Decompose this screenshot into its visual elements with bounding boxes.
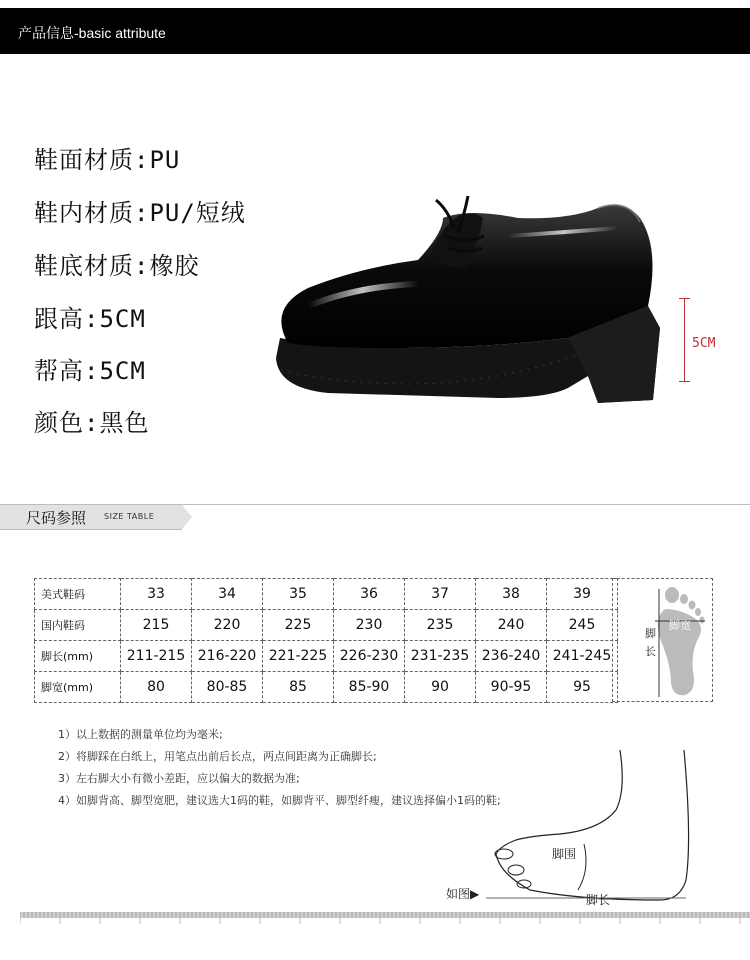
table-cell: 90-95 xyxy=(476,672,547,703)
foot-print-icon xyxy=(613,579,712,701)
table-cell: 236-240 xyxy=(476,641,547,672)
table-cell: 36 xyxy=(334,579,405,610)
table-cell: 37 xyxy=(405,579,476,610)
table-row xyxy=(35,672,618,703)
note-item: 2）将脚踩在白纸上，用笔点出前后长点，两点间距离为正确脚长; xyxy=(58,750,377,763)
table-row xyxy=(35,610,618,641)
table-cell: 33 xyxy=(121,579,192,610)
size-section-tab xyxy=(0,505,182,530)
table-cell: 225 xyxy=(263,610,334,641)
height-dimension-line xyxy=(684,298,685,381)
table-cell: 226-230 xyxy=(334,641,405,672)
section-header-bar xyxy=(0,8,750,54)
foot-length-label-2: 长 xyxy=(645,645,656,658)
table-cell: 245 xyxy=(547,610,618,641)
attribute-upper-material: 鞋面材质:PU xyxy=(34,146,181,174)
foot-length-diagram-label: 脚长 xyxy=(586,893,611,907)
row-header: 美式鞋码 xyxy=(35,579,121,610)
table-cell: 231-235 xyxy=(405,641,476,672)
attribute-heel-height: 跟高:5CM xyxy=(34,305,146,333)
table-row xyxy=(35,641,618,672)
foot-girth-label: 脚围 xyxy=(552,847,577,861)
row-header: 脚长(mm) xyxy=(35,641,121,672)
foot-width-label: 脚宽 xyxy=(669,619,691,632)
attribute-color: 颜色:黑色 xyxy=(34,409,150,437)
ruler-bar xyxy=(20,908,750,924)
table-cell: 80 xyxy=(121,672,192,703)
table-cell: 211-215 xyxy=(121,641,192,672)
table-cell: 80-85 xyxy=(192,672,263,703)
row-header: 国内鞋码 xyxy=(35,610,121,641)
table-cell: 240 xyxy=(476,610,547,641)
product-shoe-image xyxy=(268,188,668,438)
tab-arrow-icon xyxy=(182,505,192,529)
table-cell: 38 xyxy=(476,579,547,610)
foot-measure-diagram xyxy=(612,578,713,702)
note-item: 1）以上数据的测量单位均为毫米; xyxy=(58,728,223,741)
attribute-shaft-height: 帮高:5CM xyxy=(34,357,146,385)
table-cell: 39 xyxy=(547,579,618,610)
size-section-subtitle: SIZE TABLE xyxy=(104,512,155,521)
table-cell: 220 xyxy=(192,610,263,641)
table-cell: 230 xyxy=(334,610,405,641)
table-cell: 34 xyxy=(192,579,263,610)
table-cell: 241-245 xyxy=(547,641,618,672)
row-header: 脚宽(mm) xyxy=(35,672,121,703)
table-row xyxy=(35,579,618,610)
size-table xyxy=(34,578,618,703)
attribute-lining-material: 鞋内材质:PU/短绒 xyxy=(34,199,246,227)
table-cell: 35 xyxy=(263,579,334,610)
note-item: 4）如脚背高、脚型宽肥，建议选大1码的鞋，如脚背平、脚型纤瘦，建议选择偏小1码的鞋; xyxy=(58,794,501,807)
table-cell: 216-220 xyxy=(192,641,263,672)
size-section-title: 尺码参照 xyxy=(26,509,87,527)
section-header-title: 产品信息-basic attribute xyxy=(18,25,166,41)
table-cell: 85 xyxy=(263,672,334,703)
see-figure-label: 如图▶ xyxy=(446,887,480,901)
table-cell: 95 xyxy=(547,672,618,703)
measurement-notes xyxy=(58,724,501,812)
foot-length-label-1: 脚 xyxy=(645,627,656,640)
table-cell: 221-225 xyxy=(263,641,334,672)
foot-side-diagram xyxy=(440,750,750,910)
table-cell: 215 xyxy=(121,610,192,641)
table-cell: 90 xyxy=(405,672,476,703)
height-dimension-label: 5CM xyxy=(692,336,716,351)
height-dimension-top-cap xyxy=(679,298,690,299)
attribute-sole-material: 鞋底材质:橡胶 xyxy=(34,252,200,280)
table-cell: 235 xyxy=(405,610,476,641)
note-item: 3）左右脚大小有微小差距，应以偏大的数据为准; xyxy=(58,772,300,785)
height-dimension-bottom-cap xyxy=(679,381,690,382)
table-cell: 85-90 xyxy=(334,672,405,703)
